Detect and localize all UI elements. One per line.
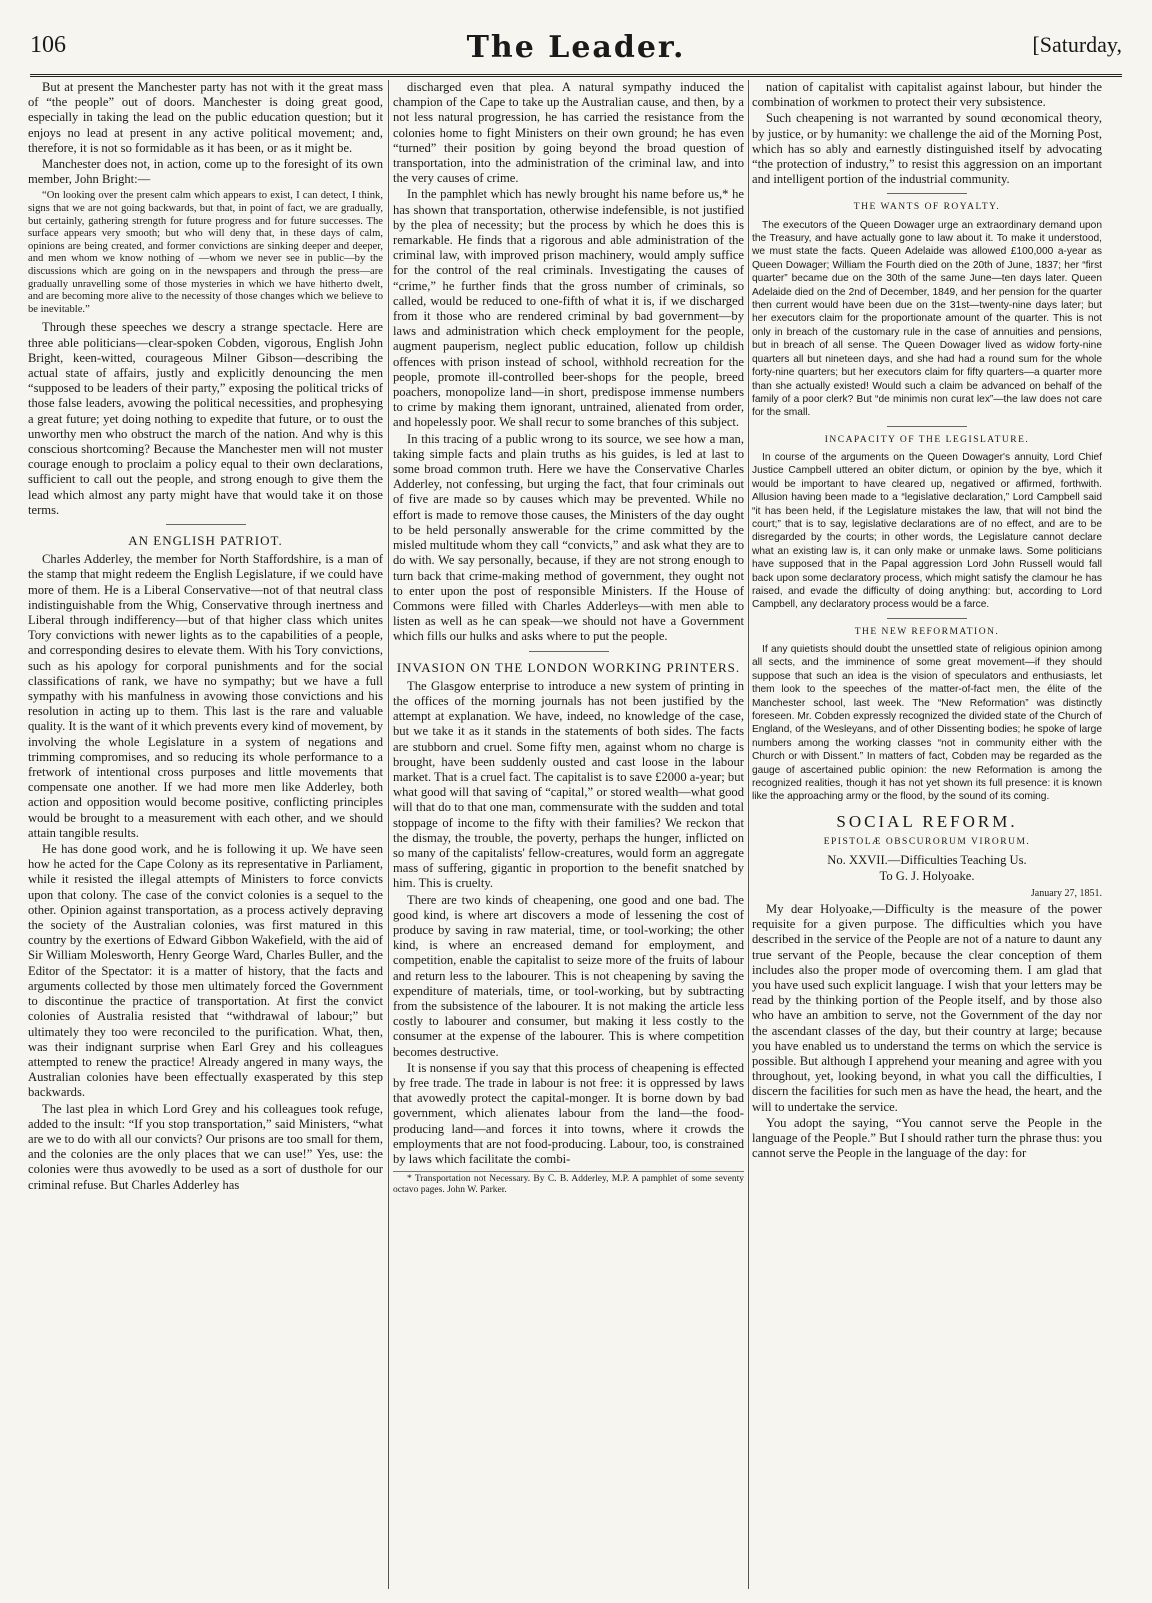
- column-rule: [748, 80, 749, 1589]
- newspaper-title: The Leader.: [466, 30, 686, 65]
- paragraph: You adopt the saying, “You cannot serve the People in the language of the People.” But I should rather turn the phrase thus: you cannot serve the People in the language of the day: for: [752, 1115, 1102, 1161]
- section-title-social-reform: SOCIAL REFORM.: [836, 811, 1018, 831]
- subheading-new-reformation: THE NEW REFORMATION.: [854, 626, 1000, 637]
- paragraph: Through these speeches we descry a strange spectacle. Here are three able politicians—clear-spoken Cobden, vigorous, English John Bright, keen-witted, courageous Milner Gibson—describing the actual state of affairs, justly and explicitly denouncing the men “supposed to be leaders of their party,” exposing the political tricks of those false leaders, avowing the political necessities, and prophesying a great future; yet doing nothing to expedite that future, or to oust the unworthy men who obstruct the march of the nation. And why is this conscious shortcoming? Because the Manchester men will not muster courage enough to proclaim a policy equal to their own declarations, sufficient to call out the people, and strong enough to give them the lead which almost any party might have that would take it on those terms.: [28, 320, 383, 517]
- divider: [887, 193, 967, 194]
- subheading-wants-of-royalty: THE WANTS OF ROYALTY.: [853, 202, 1001, 213]
- paragraph: Such cheapening is not warranted by sound œconomical theory, by justice, or by humanity: we challenge the aid of the Morning Post, which has so ably and earnestly distinguished itself by advocating “the protection of industry,” to resist this aggression on an important and intelligent portion of the industrial community.: [752, 111, 1102, 187]
- page-number: 106: [30, 32, 66, 58]
- bright-quote: “On looking over the present calm which appears to exist, I can detect, I think, signs that we are not going backwards, but that, in point of fact, we are gradually, but certainly, gathering strength for future progress and for future successes. The surface appears very smooth; but who will deny that, in these days of calm, opinions are being created, and former convictions are sinking deeper and deeper, and men whom we know nothing of —whom we never see in public—by the discussions which are going on in the newspapers and through the press—are gradually unravelling some of those mysteries in which we have hitherto dwelt, and are becoming more alive to the necessity of those changes which we believe to be inevitable.”: [28, 190, 383, 315]
- paragraph: The Glasgow enterprise to introduce a new system of printing in the offices of the morning journals has not been justified by the attempt at explanation. We have, indeed, no knowledge of the case, but we take it as it stands in the statements of both sides. The facts are stubborn and cruel. Some fifty men, against whom no charge is brought, have been suddenly ousted and cast loose in the labour market. That is a cruel fact. The capitalist is to save £2000 a-year; but what good will that saving of “capital,” or stored wealth—what good will that do to that one man, commensurate with the sudden and total stoppage of income to the fifty with their families? We reckon that the dismay, the trouble, the poverty, perhaps the hunger, inflicted on so many of the capitalists' fellow-creatures, would form an aggregate mass of suffering, gigantic in proportion to the benefit snatched by him. This is cruelty.: [393, 678, 744, 891]
- reformation-item: [752, 643, 1102, 804]
- letter-title: No. XXVII.—Difficulties Teaching Us.: [827, 853, 1027, 868]
- column-rule: [388, 80, 389, 1589]
- paragraph: Charles Adderley, the member for North Staffordshire, is a man of the stamp that might redeem the English Legislature, if we could have more of them. He is a Liberal Conservative—not of that neutral class indistinguishable from the Whig, Conservative through inertness and Liberal through indifferency—but of that higher class which unites Tory convictions with newer lights as to the capabilities of a people, and corresponding desires to elevate them. With his Tory convictions, such as his apology for corporal punishments and for the social classifications of rank, we have no sympathy; but we have a full sympathy with his manfulness in avowing those convictions and his resolution in acting up to them. This last is the rare and valuable quality. It is the want of it which prevents every kind of movement, by involving the whole Legislature in a system of negations and trimming compromises, and so reducing its whole performance to a fretwork of intentional cross purposes and little movements that compensate one another. If we had more men like Adderley, both action and opposition would become positive, conflicting principles would be brought to a measurement with each other, and we should attain tangible results.: [28, 552, 383, 840]
- paragraph: In this tracing of a public wrong to its source, we see how a man, taking simple facts and plain truths as his guides, is led at last to some broad common truth. Here we have the Conservative Charles Adderley, not confessing, but urging the fact, that four criminals out of five are made so by causes which may be prevented. While no effort is made to remove those causes, the Ministers of the day ought to be held personally answerable for the crime committed by the misled multitude whom they call “convicts,” and ask what they are to do with. We say personally, because, if they are not strong enough to turn back that crime-making method of government, they ought not to enter upon the post of responsible Ministers. If the House of Commons were filled with Charles Adderleys—with men able to listen as well as he can speak—we should not have a Government which fills our hulks and asks where to put the people.: [393, 431, 744, 644]
- divider: [887, 426, 967, 427]
- column-2: [393, 80, 744, 1589]
- paragraph: In the pamphlet which has newly brought his name before us,* he has shown that transportation, otherwise indefensible, is not justified by the plea of necessity; but the process by which he does this is remarkable. He finds that a rigorous and able administration of the criminal law, with improved prison machinery, would amply suffice for the control of the real criminals. Investigating the causes of “crime,” he further finds that the gross number of criminals, so called, would be reduced to one-fifth of what it is, if we discharged from it those who are rendered criminal by bad government—by laws and administration which check employment for the people, augment pauperism, neglect public education, follow up childish offences with prison instead of school, withhold recreation for the people, promote ill-controlled beer-shops for the people, breed poachers, monopolize land—in short, predispose immense numbers to crime by making them ignorant, untrained, alienated from order, and hopelessly poor. We shall recur to some branches of this subject.: [393, 187, 744, 430]
- paragraph: nation of capitalist with capitalist against labour, but hinder the combination of workmen to protect their very subsistence.: [752, 80, 1102, 110]
- paragraph: discharged even that plea. A natural sympathy induced the champion of the Cape to take up the Australian cause, and then, by a not less natural progression, he has carried the resistance from the colonies home to fight Ministers on their own ground; he has even “turned” their position by going beyond the broad question of transportation, into the administration of the criminal law, and into the very causes of crime.: [393, 80, 744, 186]
- divider: [887, 618, 967, 619]
- masthead: [30, 30, 1122, 77]
- incapacity-item: [752, 451, 1102, 612]
- royalty-item: [752, 219, 1102, 420]
- letter-date: January 27, 1851.: [1030, 887, 1102, 899]
- column-1: [28, 80, 383, 1589]
- column-3: [752, 80, 1102, 1589]
- paragraph: The executors of the Queen Dowager urge an extraordinary demand upon the Treasury, and have actually gone to law about it. To make it understood, we must state the facts. Queen Adelaide was allowed £100,000 a-year as Queen Dowager; William the Fourth died on the 20th of June, 1837; her “first quarter” became due on the 30th of the same June—ten days later. Queen Adelaide died on the 2nd of December, 1849, and her pension for the quarter then current would have been due on the 31st—twenty-nine days later; but her executors claim for the proportionate amount of the quarter. This is not only in breach of the customary rule in the case of annuities and pensions, but in breach of all sense. The Queen Dowager lived as widow forty-nine quarters all but nineteen days, and she had had a round sum for the whole forty-nine quarters; but her executors claim for fifty quarters—a quarter more than she actually existed! Would such a claim be advanced on behalf of the family of a poor clerk? But “de minimis non curat lex”—the law does not care for the small.: [752, 219, 1102, 419]
- divider: [166, 524, 246, 525]
- paragraph: But at present the Manchester party has not with it the great mass of “the people” out of doors. Manchester is doing great good, especially in taking the lead on the public education question; but it enjoys no lead at present in any active political movement; and, therefore, it is not so formidable as it has been, or as it might be.: [28, 80, 383, 155]
- paragraph: There are two kinds of cheapening, one good and one bad. The good kind, is where art discovers a mode of lessening the cost of produce by saving in raw material, time, or tool-working; the other kind, is where an encreased demand for employment, and competition, enable the capitalist to seize more of the fruits of labour and return less to the labourer. This is not cheapening by saving the expenditure of materials, time, or tool-working, but by subtracting from the subsistence of the labourer. It is not making the article less costly to labourer and consumer, but making it less costly to the consumer at the expense of the labourer. This is where competition becomes destructive.: [393, 892, 744, 1059]
- section-subtitle: EPISTOLÆ OBSCURORUM VIRORUM.: [823, 837, 1031, 848]
- article-heading-printers: INVASION ON THE LONDON WORKING PRINTERS.: [396, 659, 741, 675]
- article-heading-english-patriot: AN ENGLISH PATRIOT.: [128, 533, 283, 548]
- paragraph: The last plea in which Lord Grey and his colleagues took refuge, added to the insult: “If you stop transportation,” said Ministers, “what are we to do with all our convicts? Our prisons are too small for them, and the colonies are the only places that we can use!” Yes, use: the colonies were thus avowedly to be used as a sort of dusthole for our criminal refuse. But Charles Adderley has: [28, 1101, 383, 1192]
- footnote: * Transportation not Necessary. By C. B. Adderley, M.P. A pamphlet of some seventy octavo pages. John W. Parker.: [393, 1171, 744, 1196]
- paragraph: He has done good work, and he is following it up. We have seen how he acted for the Cape Colony as its representative in Parliament, while it resisted the illegal attempts of Ministers to force convicts upon that colony. The case of the convict colonies is a sequel to the other. Opinion against transportation, as a process actively depraving the society of the Australian colonies, was first matured in this country by the exertions of Edward Gibbon Wakefield, with the aid of Sir William Molesworth, Henry George Ward, Charles Buller, and the Editor of the Spectator: it is a matter of history, that the facts and arguments collected by those men ultimately forced the Government to discontinue the practice of transportation. At first the convict colonies of Australia resisted that “withdrawal of labour;” but ultimately they too were reconciled to the purification. What, then, was their indignant surprise when Earl Grey and his colleagues attempted to renew the practice! Already angered in many ways, the Australian colonies have been effectually exasperated by this step backwards.: [28, 842, 383, 1100]
- paragraph: My dear Holyoake,—Difficulty is the measure of the power requisite for a given purpose. The difficulties which you have described in the service of the People are not of a nature to daunt any true servant of the People, because the clear conception of them includes also the proper mode of overcoming them. I am glad that you have used such explicit language. I wish that your letters may be read by the thinking portion of the People itself, and by those also who have an ambition to serve, not the Government of the day nor the ascendant classes of the day, but their country at large; because you have enabled us to understand the terms on which the service is possible. But although I apprehend your meaning and agree with you throughout, yet, looking beyond, in what you call the difficulties, I discern the facilities for such men as have the head, the heart, and the will to undertake the service.: [752, 901, 1102, 1114]
- paragraph: Manchester does not, in action, come up to the foresight of its own member, John Bright:—: [28, 157, 383, 187]
- issue-day: [Saturday,: [1032, 32, 1122, 57]
- subheading-incapacity: INCAPACITY OF THE LEGISLATURE.: [824, 434, 1030, 445]
- divider: [529, 651, 609, 652]
- paragraph: If any quietists should doubt the unsettled state of religious opinion among all sects, and the imminence of some great movement—if they should suppose that such an idea is the vision of speculators and enthusiasts, let them look to the speeches of the matter-of-fact men, the élite of the Manchester school, last week. The “New Reformation” was distinctly foreseen. Mr. Cobden expressly recognized the divided state of the Church of England, of the Wesleyans, and of other Dissenting bodies; he spoke of large numbers among the working classes “not in community either with the Church or with Dissent.” In matters of fact, Cobden may be regarded as the gauge of ascertained public opinion: the new Reformation is among the recognized realities, though it has not yet shown its full presence: it is known like the approaching army or the flood, by the sound of its coming.: [752, 644, 1102, 803]
- letter-recipient: To G. J. Holyoake.: [879, 869, 975, 884]
- paragraph: In course of the arguments on the Queen Dowager's annuity, Lord Chief Justice Campbell uttered an obiter dictum, or opinion by the bye, which it would be important to have cleared up, negatived or affirmed, forthwith. Allusion having been made to a “legislative declaration,” Lord Campbell said “it has been held, if the Legislature mistakes the law, that will not bind the court;” that is to say, legislative declarations are of no effect, and are to be disregarded by the courts; in other words, the Legislature cannot declare what an existing law is, it can only make or unmake laws. Some politicians have supposed that in the Papal aggression Lord John Russell would fall back upon some declaratory process, which might satisfy the clamour he has raised, and evade the difficulty of doing anything: but, according to Lord Campbell, any declaratory process would be a farce.: [752, 451, 1102, 611]
- paragraph: It is nonsense if you say that this process of cheapening is effected by free trade. The trade in labour is not free: it is oppressed by laws that avowedly protect the capital-monger. It is borne down by bad government, which alienates labour from the land—the food-producing land—and forces it into towns, where it crowds the employments that are not food-producing. Labour, too, is constrained by laws which facilitate the combi-: [393, 1060, 744, 1167]
